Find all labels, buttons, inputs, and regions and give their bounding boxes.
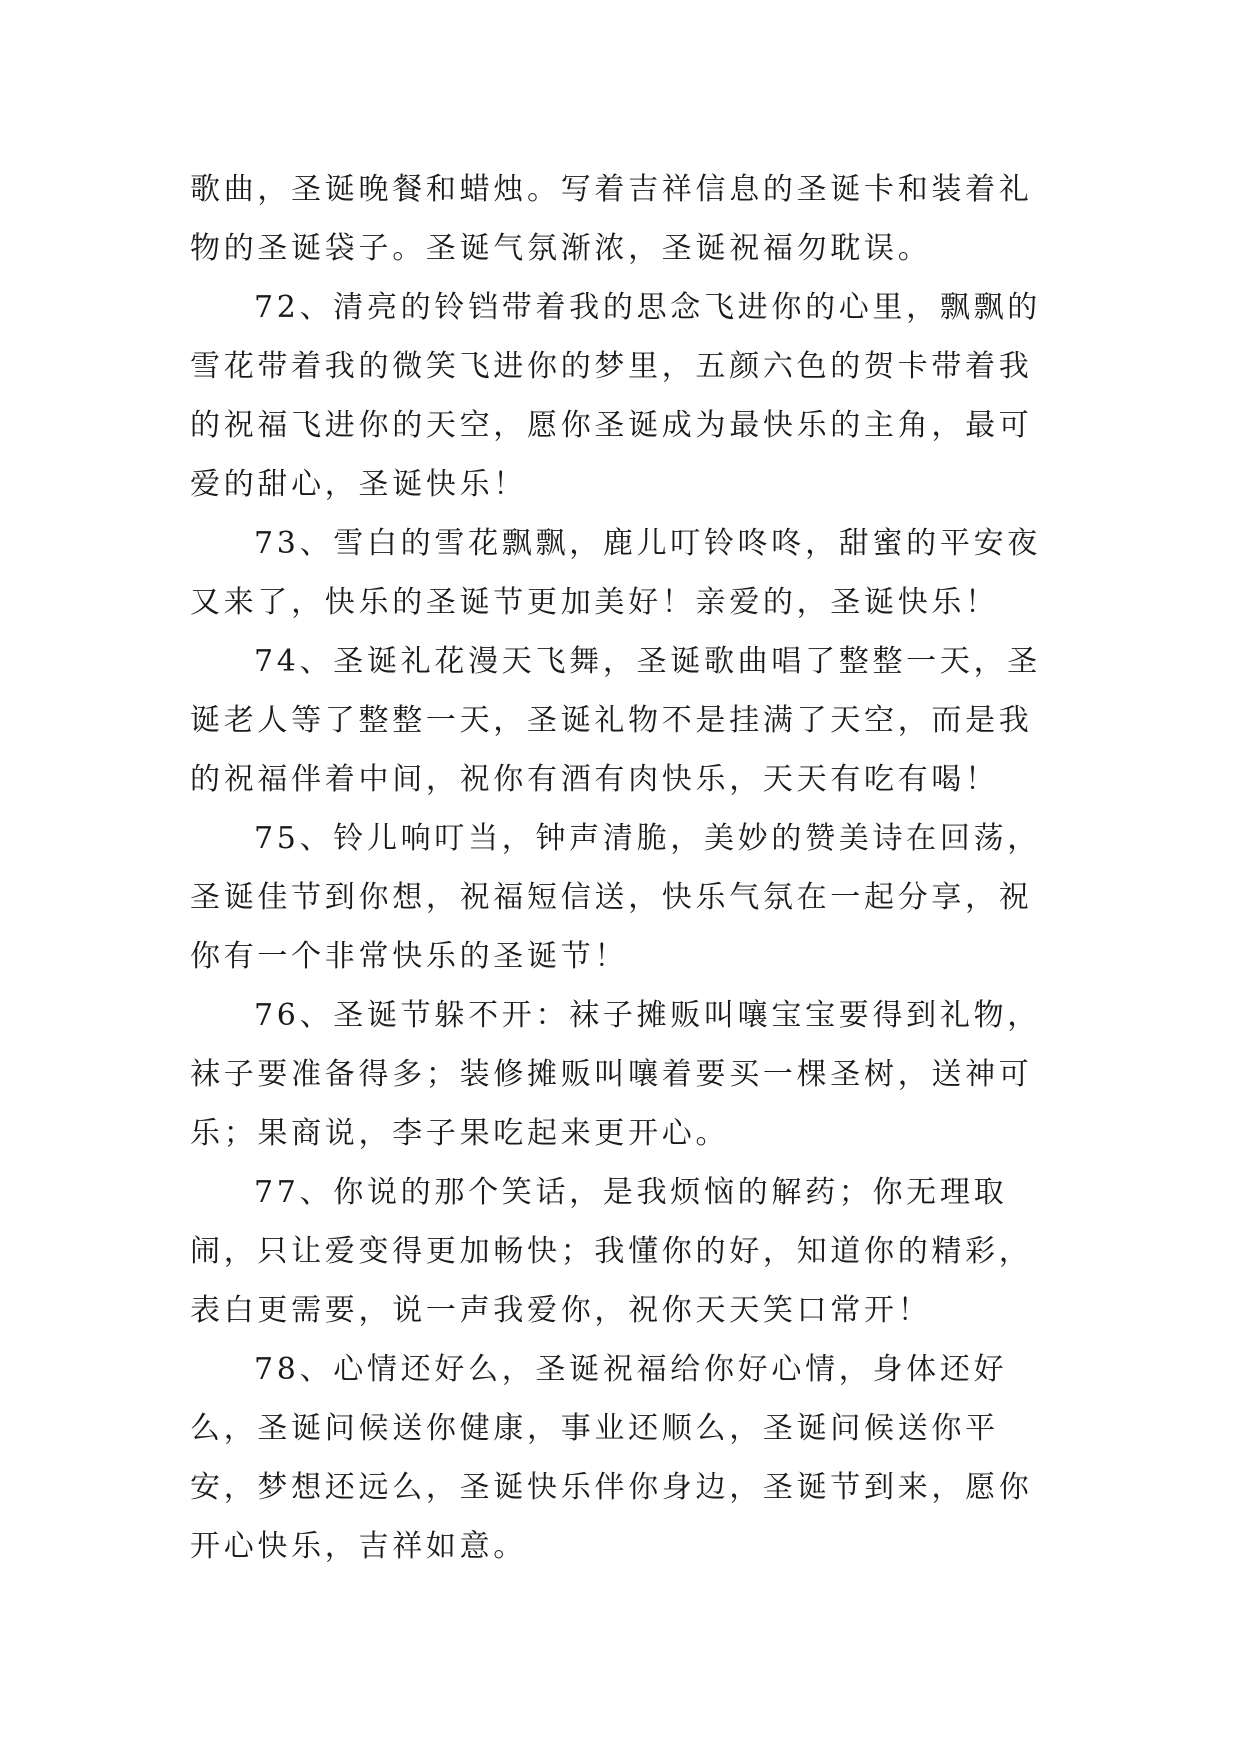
document-body: [190, 160, 1050, 1576]
paragraph-75: 75、铃儿响叮当，钟声清脆，美妙的赞美诗在回荡，圣诞佳节到你想，祝福短信送，快乐气氛在一起分享，祝你有一个非常快乐的圣诞节！: [190, 821, 1041, 974]
paragraph-74: 74、圣诞礼花漫天飞舞，圣诞歌曲唱了整整一天，圣诞老人等了整整一天，圣诞礼物不是挂满了天空，而是我的祝福伴着中间，祝你有酒有肉快乐，天天有吃有喝！: [190, 644, 1041, 797]
paragraph-73: 73、雪白的雪花飘飘，鹿儿叮铃咚咚，甜蜜的平安夜又来了，快乐的圣诞节更加美好！亲爱的，圣诞快乐！: [190, 526, 1041, 620]
paragraph-72: 72、清亮的铃铛带着我的思念飞进你的心里，飘飘的雪花带着我的微笑飞进你的梦里，五颜六色的贺卡带着我的祝福飞进你的天空，愿你圣诞成为最快乐的主角，最可爱的甜心，圣诞快乐！: [190, 290, 1041, 502]
paragraph-76: 76、圣诞节躲不开：袜子摊贩叫嚷宝宝要得到礼物，袜子要准备得多；装修摊贩叫嚷着要买一棵圣树，送神可乐；果商说，李子果吃起来更开心。: [190, 998, 1041, 1151]
paragraph-78: 78、心情还好么，圣诞祝福给你好心情，身体还好么，圣诞问候送你健康，事业还顺么，圣诞问候送你平安，梦想还远么，圣诞快乐伴你身边，圣诞节到来，愿你开心快乐，吉祥如意。: [190, 1352, 1033, 1564]
paragraph-continuation: 歌曲，圣诞晚餐和蜡烛。写着吉祥信息的圣诞卡和装着礼物的圣诞袋子。圣诞气氛渐浓，圣诞祝福勿耽误。: [190, 172, 1033, 266]
paragraph-77: 77、你说的那个笑话，是我烦恼的解药；你无理取闹，只让爱变得更加畅快；我懂你的好，知道你的精彩，表白更需要，说一声我爱你，祝你天天笑口常开！: [190, 1175, 1033, 1328]
